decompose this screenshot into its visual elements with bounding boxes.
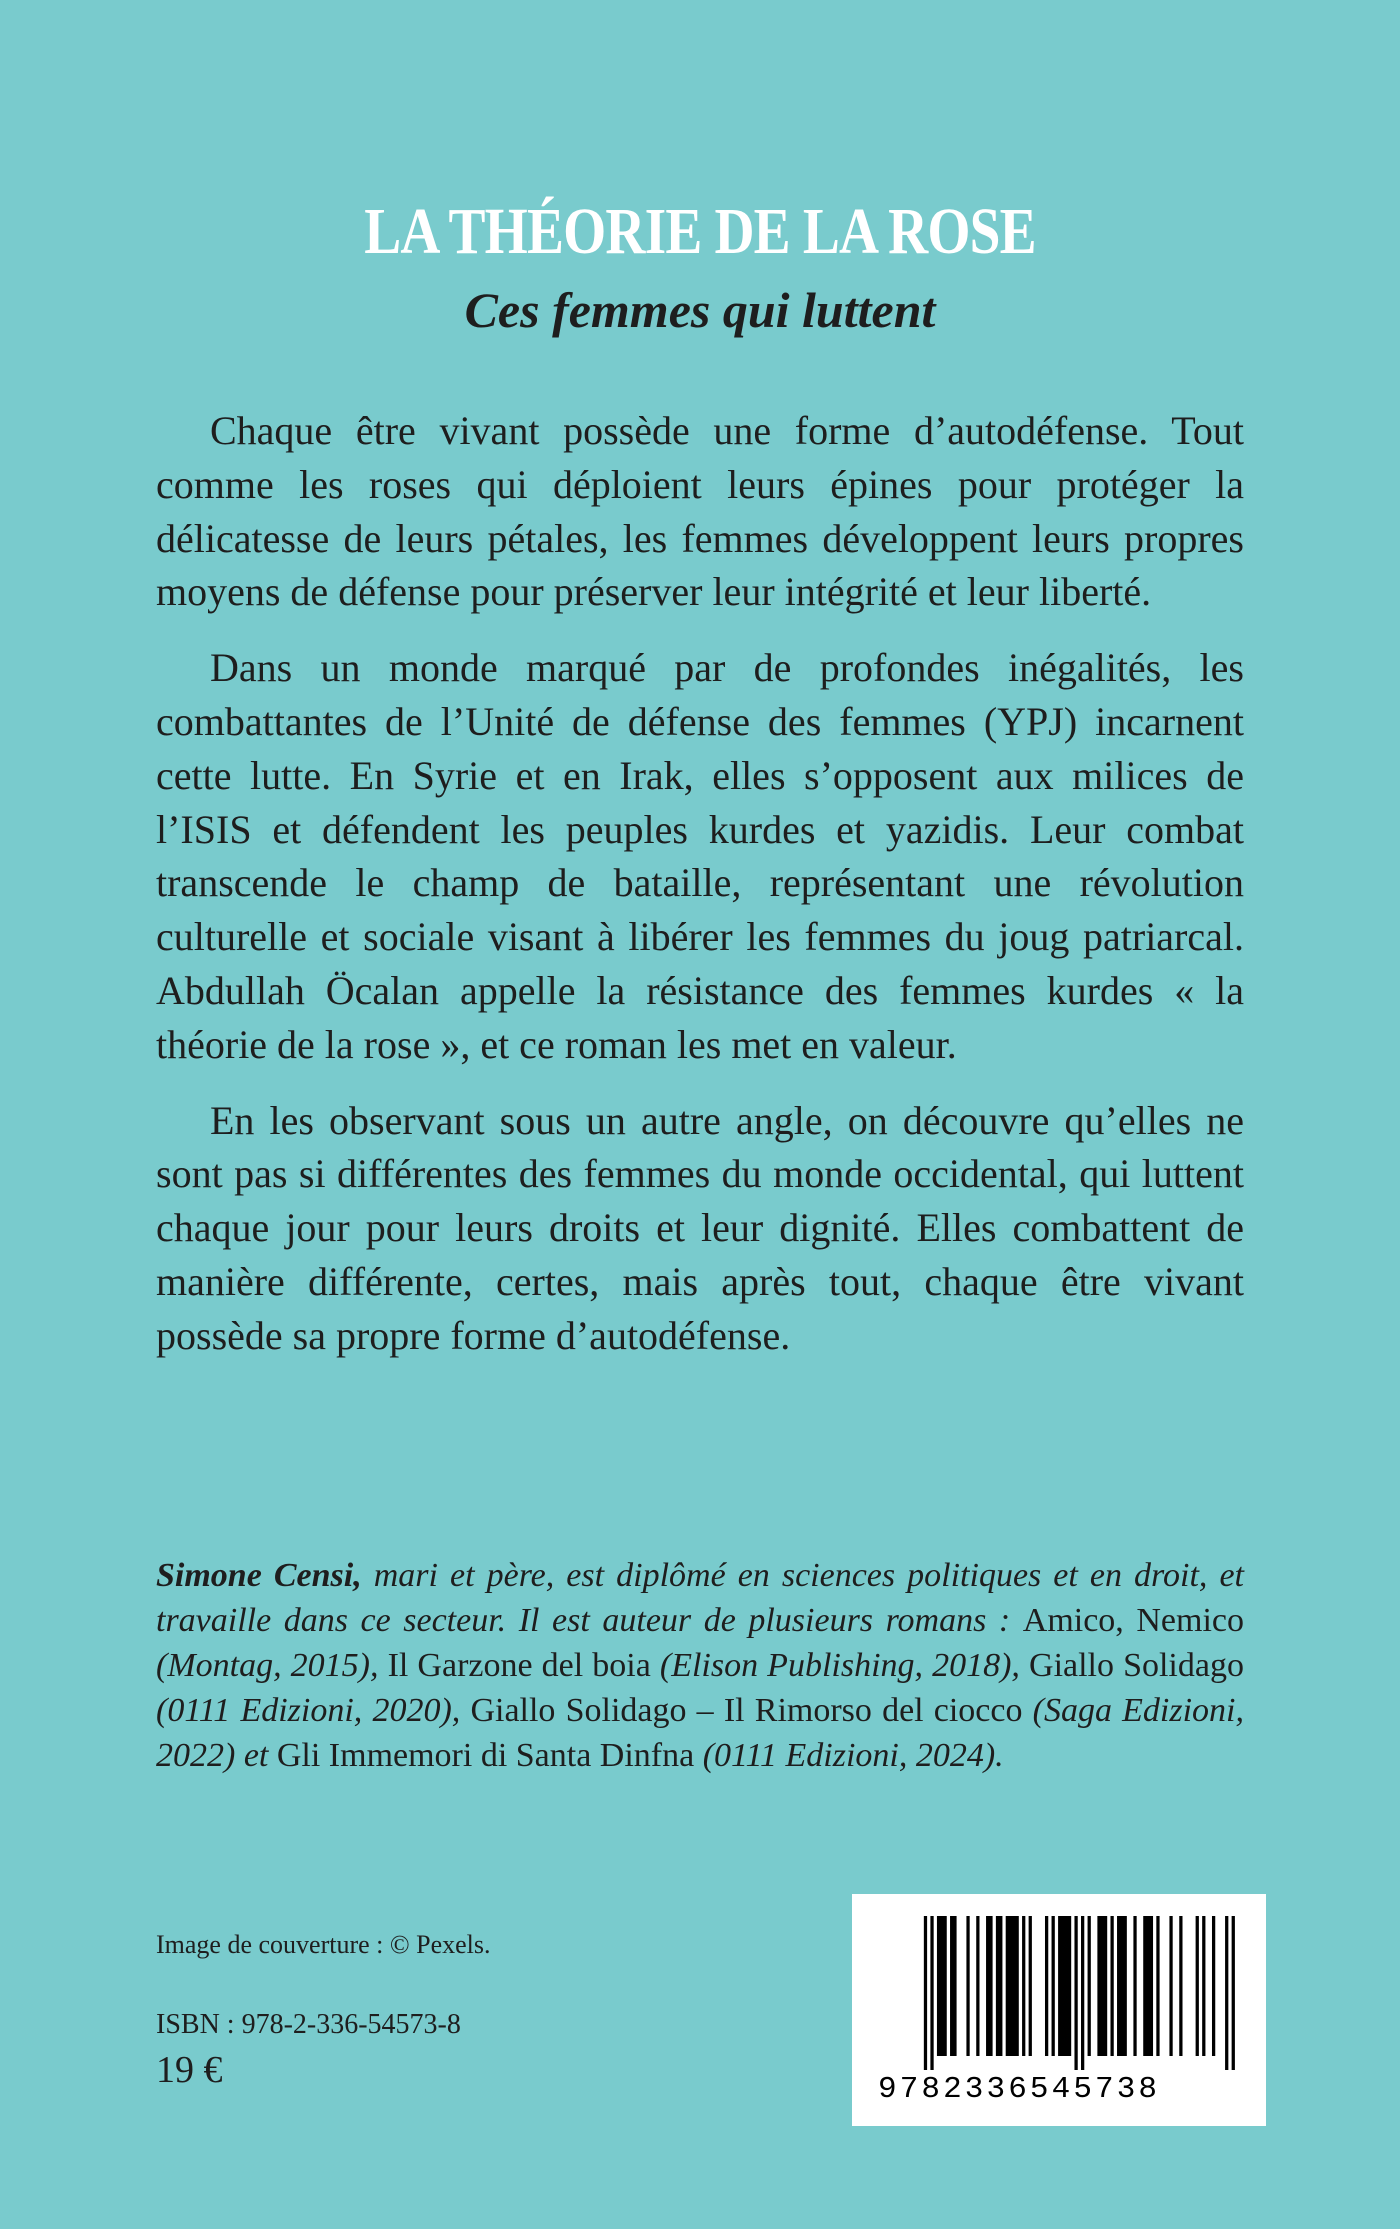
- barcode-bar: [1110, 1916, 1113, 2056]
- bio-publisher-3: (0111 Edizioni, 2020),: [156, 1692, 471, 1729]
- author-name: Simone Censi,: [156, 1557, 362, 1594]
- barcode-bar: [1212, 1916, 1215, 2056]
- bio-publisher-1: (Montag, 2015),: [156, 1647, 388, 1684]
- barcode-bars: [878, 1916, 1248, 2070]
- barcode-bar: [986, 1916, 993, 2056]
- barcode-bar: [1058, 1916, 1071, 2056]
- barcode-bar: [966, 1916, 969, 2056]
- barcode-bar: [1169, 1916, 1172, 2056]
- price: 19 €: [156, 2049, 223, 2091]
- barcode-bar: [1088, 1916, 1091, 2056]
- barcode-bar: [930, 1916, 933, 2070]
- barcode-bar: [1143, 1916, 1153, 2056]
- bio-intro: mari et père, est diplômé en sciences politiques et en droit, et travaille dans ce secteur. Il est auteur de plusieurs romans :: [156, 1557, 1244, 1639]
- barcode-bar: [1022, 1916, 1025, 2056]
- isbn: ISBN : 978-2-336-54573-8: [156, 2009, 461, 2040]
- barcode-digits: 9782336545738: [878, 2072, 1161, 2107]
- barcode-bar: [1045, 1916, 1048, 2056]
- barcode-bar: [1097, 1916, 1107, 2056]
- barcode-bar: [1179, 1916, 1182, 2056]
- bio-publisher-5: (0111 Edizioni, 2024).: [694, 1737, 1004, 1774]
- barcode-bar: [1232, 1916, 1235, 2070]
- barcode: [852, 1894, 1266, 2126]
- barcode-bar: [1074, 1916, 1077, 2070]
- book-subtitle: Ces femmes qui luttent: [464, 282, 936, 338]
- blurb-paragraph-3: En les observant sous un autre angle, on découvre qu’elles ne sont pas si différentes des femmes du monde occidental, qui luttent chaque jour pour leurs droits et leur dignité. Elles combattent de manière différente, certes, mais après tout, chaque être vivant possède sa propre forme d’autodéfense.: [156, 1097, 1244, 1358]
- barcode-bar: [1196, 1916, 1199, 2056]
- blurb-paragraph-2: Dans un monde marqué par de profondes inégalités, les combattantes de l’Unité de défense des femmes (YPJ) incarnent cette lutte. En Syrie et en Irak, elles s’opposent aux milices de l’ISIS et défendent les peuples kurdes et yazidis. Leur combat transcende le champ de bataille, représentant une révolution culturelle et sociale visant à libérer les femmes du joug patriarcal. Abdullah Öcalan appelle la résistance des femmes kurdes « la théorie de la rose », et ce roman les met en valeur.: [156, 645, 1244, 1067]
- barcode-bar: [1081, 1916, 1084, 2070]
- bio-book-3: Giallo Solidago: [1029, 1647, 1244, 1684]
- blurb: [156, 404, 1244, 1385]
- bio-book-1: Amico, Nemico: [1022, 1602, 1244, 1639]
- author-bio: [156, 1553, 1244, 1778]
- bio-publisher-4: (Saga Edizioni, 2022) et: [156, 1692, 1244, 1774]
- blurb-paragraph-1: Chaque être vivant possède une forme d’autodéfense. Tout comme les roses qui déploient leurs épines pour protéger la délicatesse de leurs pétales, les femmes développent leurs propres moyens de défense pour préserver leur intégrité et leur liberté.: [156, 408, 1244, 615]
- barcode-bar: [1202, 1916, 1205, 2056]
- bio-publisher-2: (Elison Publishing, 2018),: [650, 1647, 1030, 1684]
- barcode-bar: [1225, 1916, 1228, 2070]
- barcode-bar: [924, 1916, 927, 2070]
- barcode-bar: [996, 1916, 1003, 2056]
- cover-image-credit: Image de couverture : © Pexels.: [156, 1930, 491, 1959]
- barcode-bar: [1029, 1916, 1032, 2056]
- barcode-bar: [1052, 1916, 1055, 2056]
- barcode-bar: [1156, 1916, 1159, 2056]
- barcode-bar: [950, 1916, 957, 2056]
- barcode-bar: [937, 1916, 947, 2056]
- barcode-bar: [976, 1916, 979, 2056]
- book-title: LA THÉORIE DE LA ROSE: [364, 195, 1036, 268]
- bio-book-4: Giallo Solidago – Il Rimorso del ciocco: [470, 1692, 1023, 1729]
- bio-book-5: Gli Immemori di Santa Dinfna: [276, 1737, 695, 1774]
- barcode-bar: [1117, 1916, 1127, 2056]
- barcode-bar: [1133, 1916, 1136, 2056]
- bio-book-2: Il Garzone del boia: [387, 1647, 651, 1684]
- barcode-bar: [1006, 1916, 1019, 2056]
